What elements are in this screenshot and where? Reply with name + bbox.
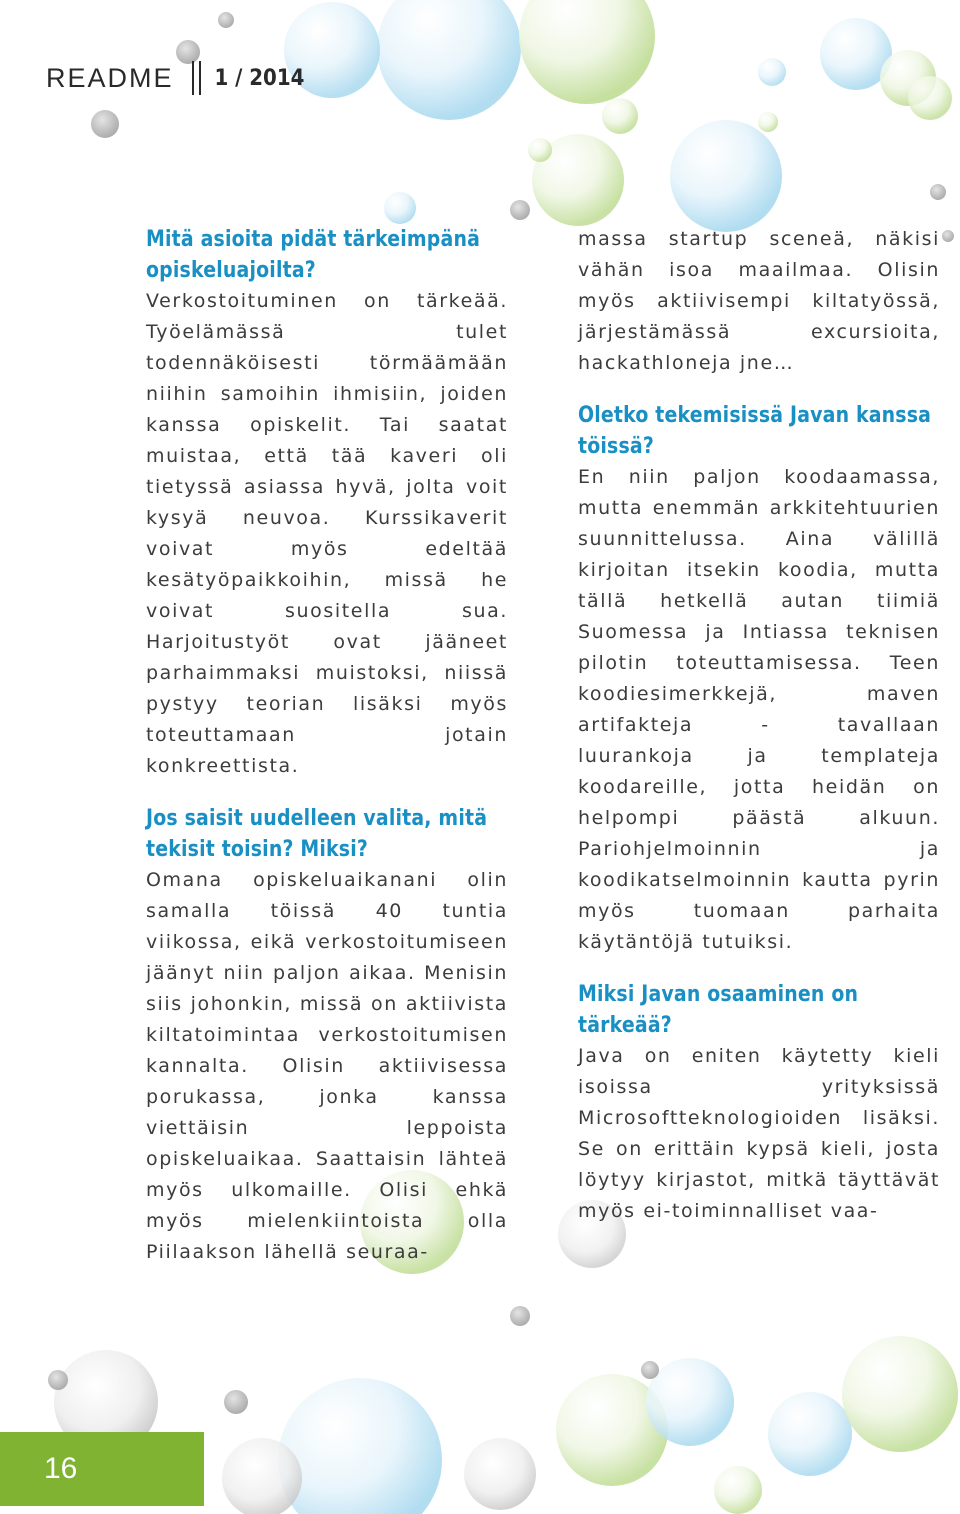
question-heading: Mitä asioita pidät tärkeimpänä opiskeluajoilta? xyxy=(146,227,481,283)
bubble xyxy=(528,138,552,162)
question-heading: Jos saisit uudelleen valita, mitä tekisit toisin? Miksi? xyxy=(146,806,488,862)
bubble xyxy=(714,1466,762,1514)
page-number: 16 xyxy=(44,1452,78,1485)
bubble xyxy=(377,0,521,120)
bubble xyxy=(602,98,638,134)
bubble xyxy=(758,58,786,86)
running-header xyxy=(46,58,304,98)
answer-paragraph: Omana opiskeluaikanani olin samalla töissä 40 tuntia viikossa, eikä verkostoitumiseen jäänyt niin paljon aikaa. Menisin siis johonkin, missä on aktiivista kiltatoimintaa verkostoitumisen kannalta. Olisin aktiivisessa porukassa, jonka kanssa viettäisin leppoista opiskeluaikaa. Saattaisin lähteä myös ulkomaille. Olisi ehkä myös mielenkiintoista olla Piilaakson lähellä seuraa- xyxy=(146,869,508,1263)
magazine-name: README xyxy=(46,62,174,93)
bubble xyxy=(908,76,952,120)
left-column xyxy=(146,224,508,1268)
bubble xyxy=(384,192,416,224)
header-separator xyxy=(192,61,201,95)
bubble xyxy=(464,1438,536,1510)
issue-number: 1 / 2014 xyxy=(214,65,305,91)
answer-paragraph: Java on eniten käytetty kieli isoissa yrityksissä Microsoftteknologioiden lisäksi. Se on erittäin kypsä kieli, josta löytyy kirjastot, mitkä täyttävät myös ei-toiminnalliset vaa- xyxy=(578,1045,940,1222)
bubble xyxy=(646,1358,734,1446)
bubble xyxy=(510,1306,530,1326)
bubble xyxy=(218,12,234,28)
bubble xyxy=(670,120,782,232)
bubble xyxy=(942,230,954,242)
bubble xyxy=(224,1390,248,1414)
bubble xyxy=(48,1370,68,1390)
question-heading: Oletko tekemisissä Javan kanssa töissä? xyxy=(578,403,932,459)
bubble xyxy=(641,1361,659,1379)
bubble xyxy=(278,1378,442,1514)
right-column xyxy=(578,224,940,1227)
bubble xyxy=(758,112,778,132)
answer-paragraph: En niin paljon koodaamassa, mutta enemmän arkkitehtuurien suunnittelussa. Aina välillä kirjoitan itsekin koodia, mutta tällä hetkellä autan tiimiä Suomessa ja Intiassa teknisen pilotin toteuttamisessa. Teen koodiesimerkkejä, maven artifakteja - tavallaan luurankoja ja templateja koodareille, jotta heidän on helpompi päästä alkuun. Pariohjelmoinnin ja koodikatselmoinnin kautta pyrin myös tuomaan parhaita käytäntöjä tutuiksi. xyxy=(578,466,940,953)
answer-paragraph: Verkostoituminen on tärkeää. Työelämässä tulet todennäköisesti törmäämään niihin samoihin ihmisiin, joiden kanssa opiskelit. Tai saatat muistaa, että tää kaveri oli tietyssä asiassa hyvä, jolta voit kysyä neuvoa. Kurssikaverit voivat myös edeltää kesätyöpaikkoihin, missä he voivat suositella sua. Harjoitustyöt ovat jääneet parhaimmaksi muistoksi, niissä pystyy teorian lisäksi myös toteuttamaan jotain konkreettista. xyxy=(146,290,508,777)
question-heading: Miksi Javan osaaminen on tärkeää? xyxy=(578,982,859,1038)
page-number-box xyxy=(0,1432,204,1506)
bubble xyxy=(91,110,119,138)
bubble xyxy=(510,200,530,220)
bubble xyxy=(842,1336,958,1452)
bubble xyxy=(768,1392,852,1476)
bubble xyxy=(519,0,655,104)
answer-paragraph: massa startup sceneä, näkisi vähän isoa maailmaa. Olisin myös aktiivisempi kiltatyössä, järjestämässä excursioita, hackathloneja jne… xyxy=(578,228,940,374)
bubble xyxy=(930,184,946,200)
